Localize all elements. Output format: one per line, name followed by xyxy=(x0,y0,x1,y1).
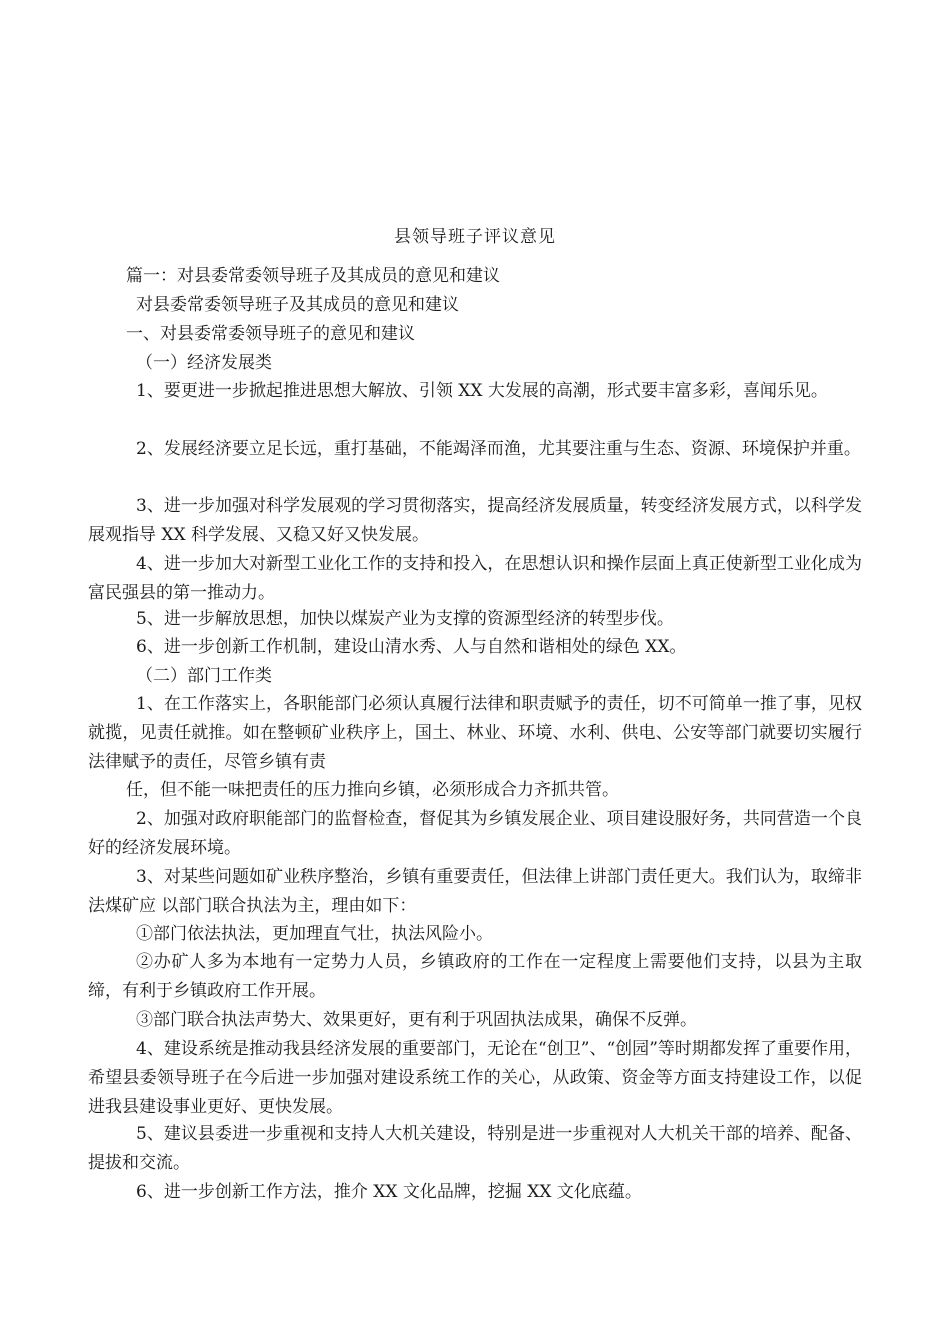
part-heading: 一、对县委常委领导班子的意见和建议 xyxy=(126,324,415,344)
paragraph: 1、要更进一步掀起推进思想大解放、引领 XX 大发展的高潮，形式要丰富多彩，喜闻乐见。 xyxy=(136,381,828,401)
paragraph: 3、进一步加强对科学发展观的学习贯彻落实，提高经济发展质量，转变经济发展方式，以科学发展观指导 XX 科学发展、又稳又好又快发展。 xyxy=(88,496,862,545)
paragraph: 1、在工作落实上，各职能部门必须认真履行法律和职责赋予的责任，切不可简单一推了事，见权就揽，见责任就推。如在整顿矿业秩序上，国土、林业、环境、水利、供电、公安等部门就要切实履行法律赋予的责任，尽管乡镇有责 xyxy=(88,694,862,772)
paragraph: 2、发展经济要立足长远，重打基础，不能竭泽而渔，尤其要注重与生态、资源、环境保护并重。 xyxy=(136,439,861,459)
section-heading: 篇一：对县委常委领导班子及其成员的意见和建议 xyxy=(126,266,500,286)
list-item: ①部门依法执法，更加理直气壮，执法风险小。 xyxy=(136,924,493,944)
list-item: ③部门联合执法声势大、效果更好，更有利于巩固执法成果，确保不反弹。 xyxy=(136,1010,697,1030)
paragraph: 2、加强对政府职能部门的监督检查，督促其为乡镇发展企业、项目建设服好务，共同营造一个良好的经济发展环境。 xyxy=(88,809,862,858)
category-heading: （二）部门工作类 xyxy=(136,666,272,686)
paragraph: 6、进一步创新工作机制，建设山清水秀、人与自然和谐相处的绿色 XX。 xyxy=(136,637,687,657)
paragraph: 3、对某些问题如矿业秩序整治，乡镇有重要责任，但法律上讲部门责任更大。我们认为，取缔非法煤矿应 以部门联合执法为主，理由如下： xyxy=(88,867,862,916)
paragraph: 4、进一步加大对新型工业化工作的支持和投入，在思想认识和操作层面上真正使新型工业化成为富民强县的第一推动力。 xyxy=(88,554,862,603)
document-title: 县领导班子评议意见 xyxy=(394,227,556,247)
category-heading: （一）经济发展类 xyxy=(136,353,272,373)
paragraph: 5、进一步解放思想，加快以煤炭产业为支撑的资源型经济的转型步伐。 xyxy=(136,609,674,629)
paragraph: 6、进一步创新工作方法，推介 XX 文化品牌，挖掘 XX 文化底蕴。 xyxy=(136,1182,642,1202)
paragraph-continuation: 任，但不能一味把责任的压力推向乡镇，必须形成合力齐抓共管。 xyxy=(126,780,619,800)
paragraph: 5、建议县委进一步重视和支持人大机关建设，特别是进一步重视对人大机关干部的培养、配备、提拔和交流。 xyxy=(88,1124,862,1173)
section-subheading: 对县委常委领导班子及其成员的意见和建议 xyxy=(136,295,459,315)
list-item: ②办矿人多为本地有一定势力人员，乡镇政府的工作在一定程度上需要他们支持，以县为主取缔，有利于乡镇政府工作开展。 xyxy=(88,952,862,1001)
paragraph: 4、建设系统是推动我县经济发展的重要部门，无论在“创卫”、“创园”等时期都发挥了重要作用，希望县委领导班子在今后进一步加强对建设系统工作的关心，从政策、资金等方面支持建设工作，以促进我县建设事业更好、更快发展。 xyxy=(88,1039,862,1117)
